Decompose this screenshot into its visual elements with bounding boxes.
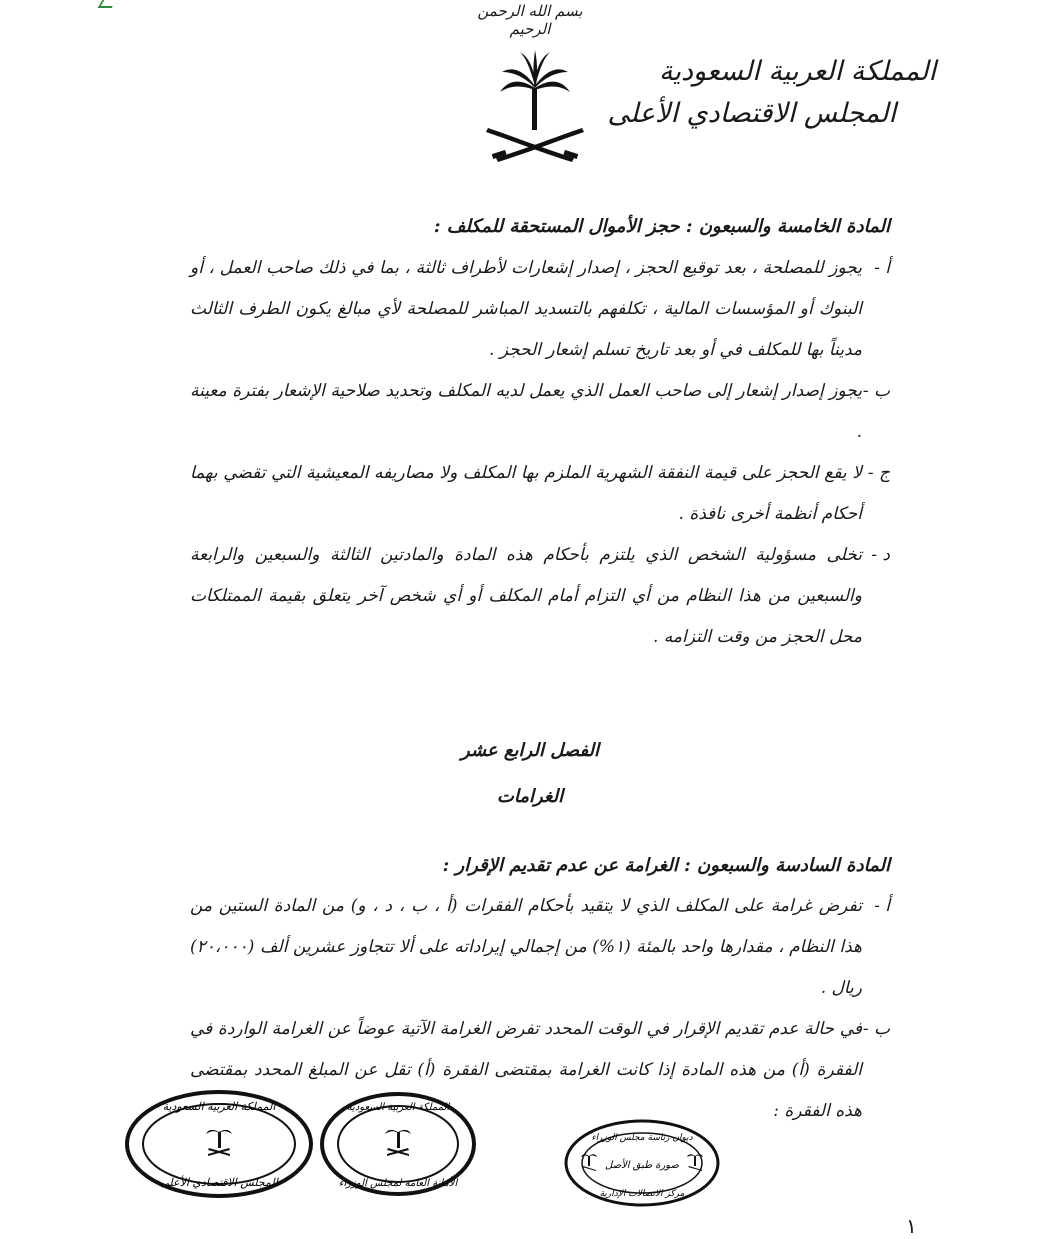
letterhead [608, 52, 937, 136]
item-marker: أ - [874, 258, 890, 278]
article-75-heading: المادة الخامسة والسبعون : حجز الأموال المستحقة للمكلف : [433, 216, 890, 237]
chapter-title: الفصل الرابع عشر [460, 740, 600, 761]
item-marker: ب - [862, 1019, 890, 1039]
corner-mark [98, 0, 117, 8]
seal-bottom-text: مركز الاتصالات الإدارية [599, 1189, 685, 1199]
item-text: لا يقع الحجز على قيمة النفقة الشهرية الملزم بها المكلف ولا مصاريفه المعيشية التي تقضي بهما أحكام أنظمة أخرى نافذة . [190, 463, 862, 524]
item-marker: أ - [874, 896, 890, 916]
country-name: المملكة العربية السعودية [658, 56, 936, 87]
seal-top-text: المملكة العربية السعودية [346, 1102, 450, 1113]
item-text: تخلى مسؤولية الشخص الذي يلتزم بأحكام هذه المادة والمادتين الثالثة والسبعين والرابعة والسبعين من هذا النظام من أي التزام أمام المكلف أو أي شخص آخر يتعلق بقيمة الممتلكات محل الحجز من وقت التزامه . [190, 545, 862, 647]
true-copy-seal-icon [562, 1118, 722, 1208]
article-75-item-d [190, 535, 890, 658]
item-text: يجوز إصدار إشعار إلى صاحب العمل الذي يعمل لديه المكلف وتحديد صلاحية الإشعار بفترة معينة . [190, 381, 862, 442]
item-marker: ج - [867, 463, 890, 483]
item-marker: د - [871, 545, 890, 565]
economic-council-seal-icon [124, 1088, 314, 1200]
article-75 [190, 210, 890, 658]
article-75-item-c [190, 453, 890, 535]
seal-top-text: المملكة العربية السعودية [162, 1100, 276, 1113]
page-number: ١ [906, 1214, 917, 1238]
article-76-heading: المادة السادسة والسبعون : الغرامة عن عدم تقديم الإقرار : [442, 855, 890, 876]
item-text: في حالة عدم تقديم الإقرار في الوقت المحدد تفرض الغرامة الآتية عوضاً عن الغرامة الواردة في الفقرة (أ) من هذه المادة إذا كانت الغرامة بمقتضى الفقرة (أ) تقل عن المبلغ المحدد بمقتضى هذه الفقرة : [190, 1019, 862, 1121]
article-75-item-a [190, 248, 890, 371]
article-76-item-a [190, 886, 890, 1009]
palm-swords-emblem-icon [480, 48, 590, 168]
seal-top-text: ديوان رئاسة مجلس الوزراء [591, 1133, 693, 1143]
item-text: يجوز للمصلحة ، بعد توقيع الحجز ، إصدار إشعارات لأطراف ثالثة ، بما في ذلك صاحب العمل ، أو البنوك أو المؤسسات المالية ، تكلفهم بالتسديد المباشر للمصلحة لأي مبالغ يكون الطرف الثالث مديناً بها للمكلف في أو بعد تاريخ تسلم إشعار الحجز . [190, 258, 862, 360]
article-75-item-b [190, 371, 890, 453]
cabinet-secretariat-seal-icon [318, 1090, 478, 1198]
seal-bottom-text: الأمانة العامة لمجلس الوزراء [338, 1178, 458, 1189]
council-name: المجلس الاقتصادي الأعلى [607, 98, 896, 129]
seal-middle-text: صورة طبق الأصل [605, 1160, 679, 1171]
seal-bottom-text: المجلس الاقتصادي الأعلى [160, 1176, 278, 1189]
item-marker: ب - [862, 381, 890, 401]
chapter-subtitle: الغرامات [496, 786, 564, 807]
item-text: تفرض غرامة على المكلف الذي لا يتقيد بأحكام الفقرات (أ ، ب ، د ، و) من المادة الستين من هذا النظام ، مقدارها واحد بالمئة (١%) من إجمالي إيراداته على ألا تتجاوز عشرين ألف (٢٠،٠٠٠) ريال . [190, 896, 862, 998]
basmala: بسم الله الرحمن الرحيم [477, 2, 583, 38]
